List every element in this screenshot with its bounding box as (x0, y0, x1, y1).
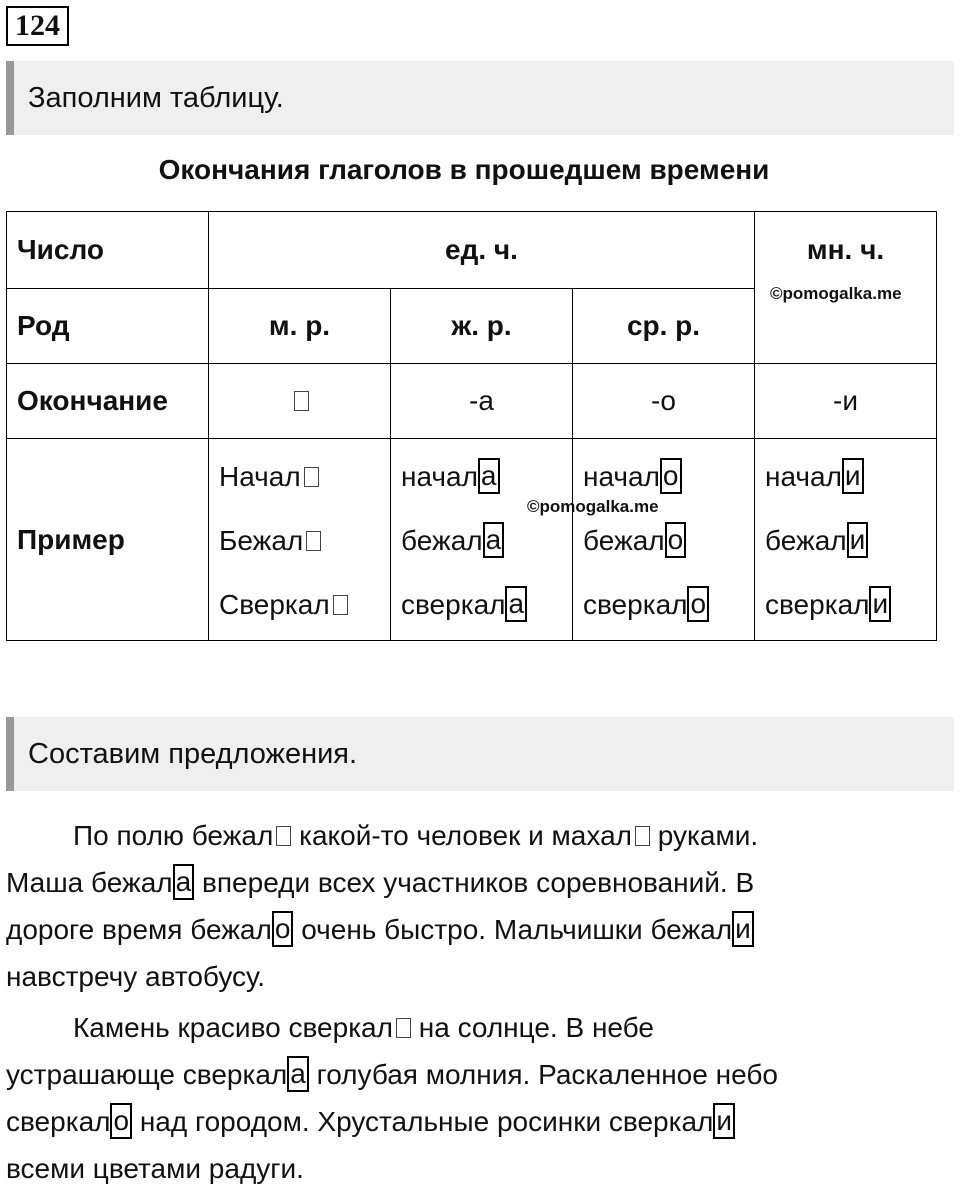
example-word: сверкал и (765, 573, 936, 637)
header-feminine: ж. р. (391, 289, 573, 364)
table-row (7, 439, 937, 641)
example-word: начал а (401, 445, 572, 509)
text-line: навстречу автобусу. (6, 961, 265, 992)
ending-box: а (505, 586, 527, 622)
zero-ending-icon (294, 391, 309, 411)
zero-ending-icon (396, 1018, 411, 1038)
ending-neuter: -о (573, 364, 755, 439)
row-label-example: Пример (7, 439, 209, 641)
text-line: устрашающе сверкал а голубая молния. Раскаленное небо (6, 1057, 778, 1090)
example-word: начал и (765, 445, 936, 509)
ending-box: о (687, 586, 709, 622)
text-line: сверкал о над городом. Хрустальные росинки сверкал и (6, 1098, 946, 1145)
ending-box: о (660, 458, 682, 494)
example-word: бежал о (583, 509, 754, 573)
row-label-gender: Род (7, 289, 209, 364)
header-masculine: м. р. (209, 289, 391, 364)
examples-feminine (391, 439, 573, 641)
zero-ending-icon (276, 826, 291, 846)
banner-text: Составим предложения. (28, 737, 358, 770)
example-word: сверкал о (583, 573, 754, 637)
header-plural: мн. ч. (806, 234, 885, 265)
text-line: дороге время бежал о очень быстро. Мальчишки бежал и (6, 906, 946, 953)
watermark: ©pomogalka.me (527, 497, 659, 516)
example-word: бежал а (401, 509, 572, 573)
example-word: бежал и (765, 509, 936, 573)
ending-masculine (209, 364, 391, 439)
ending-box: и (847, 522, 869, 558)
example-word: Сверкал (219, 573, 390, 637)
text-line: По полю бежал какой-то человек и махал руками. (73, 820, 759, 851)
table-row (7, 364, 937, 439)
text-line: всеми цветами радуги. (6, 1153, 304, 1184)
paragraph-2 (6, 1004, 946, 1192)
section-banner-table (6, 61, 954, 135)
ending-box: и (869, 586, 891, 622)
header-singular: ед. ч. (209, 212, 755, 289)
zero-ending-icon (333, 595, 348, 615)
ending-box: и (732, 911, 754, 947)
ending-box: о (272, 911, 294, 947)
zero-ending-icon (635, 826, 650, 846)
table-row (7, 212, 937, 289)
text-line: Маша бежал а впереди всех участников соревнований. В (6, 865, 755, 898)
row-label-ending: Окончание (7, 364, 209, 439)
ending-box: а (287, 1056, 309, 1092)
examples-plural (755, 439, 937, 641)
example-word: Бежал (219, 509, 390, 573)
ending-box: а (483, 522, 505, 558)
ending-plural: -и (755, 364, 937, 439)
example-word: начал о (583, 445, 754, 509)
row-label-number: Число (7, 212, 209, 289)
ending-box: о (110, 1103, 132, 1139)
example-word: сверкал а (401, 573, 572, 637)
ending-box: и (842, 458, 864, 494)
zero-ending-icon (306, 531, 321, 551)
table-title: Окончания глаголов в прошедшем времени (158, 154, 770, 185)
text-line: Камень красиво сверкал на солнце. В небе (73, 1012, 654, 1043)
task-number: 124 (6, 6, 69, 46)
header-neuter: ср. р. (573, 289, 755, 364)
zero-ending-icon (304, 467, 319, 487)
ending-box: а (173, 864, 195, 900)
section-banner-sentences (6, 717, 954, 791)
example-word: Начал (219, 445, 390, 509)
ending-feminine: -а (391, 364, 573, 439)
endings-table (6, 211, 937, 641)
examples-masculine (209, 439, 391, 641)
ending-box: и (713, 1103, 735, 1139)
ending-box: а (478, 458, 500, 494)
watermark: ©pomogalka.me (770, 284, 902, 303)
ending-box: о (665, 522, 687, 558)
paragraph-1 (6, 812, 946, 1000)
banner-text: Заполним таблицу. (28, 81, 284, 114)
examples-neuter (573, 439, 755, 641)
